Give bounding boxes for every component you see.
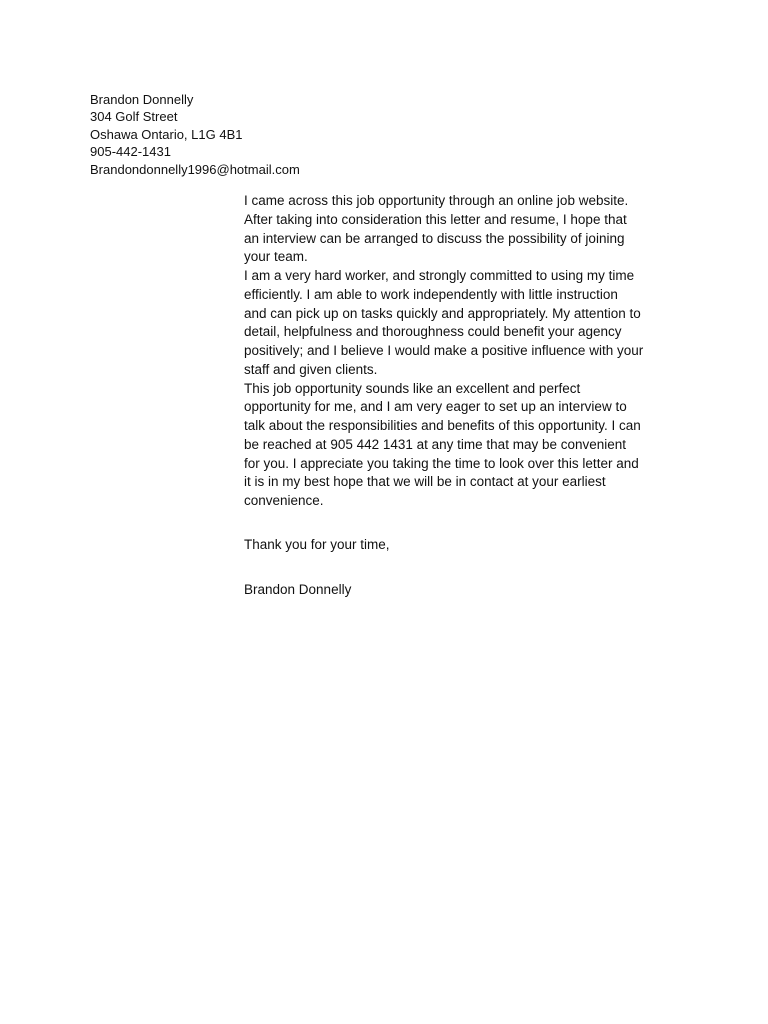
body-line: convenience. — [244, 493, 324, 508]
body-line: detail, helpfulness and thoroughness could benefit your agency — [244, 324, 622, 340]
body-line: it is in my best hope that we will be in contact at your earliest — [244, 474, 606, 490]
body-line: opportunity for me, and I am very eager to set up an interview to — [244, 399, 627, 415]
body-line: talk about the responsibilities and benefits of this opportunity. I can — [244, 418, 641, 433]
letter-body — [244, 192, 684, 511]
sender-city: Oshawa Ontario, L1G 4B1 — [90, 126, 243, 142]
body-line: I am a very hard worker, and strongly committed to using my time — [244, 268, 635, 283]
sender-email: Brandondonnelly1996@hotmail.com — [90, 161, 300, 177]
body-line: for you. I appreciate you taking the time to look over this letter and — [244, 455, 639, 471]
body-line: an interview can be arranged to discuss the possibility of joining — [244, 230, 625, 246]
body-line: This job opportunity sounds like an excellent and perfect — [244, 380, 581, 396]
body-line: be reached at 905 442 1431 at any time that may be convenient — [244, 436, 627, 452]
sender-phone: 905-442-1431 — [90, 144, 171, 160]
closing-line: Thank you for your time, — [244, 537, 390, 552]
body-line: your team. — [244, 249, 308, 265]
body-line: staff and given clients. — [244, 361, 378, 377]
body-line: positively; and I believe I would make a positive influence with your — [244, 343, 644, 358]
body-line: and can pick up on tasks quickly and appropriately. My attention to — [244, 305, 641, 321]
body-line: efficiently. I am able to work independently with little instruction — [244, 286, 618, 302]
body-line: I came across this job opportunity through an online job website. — [244, 193, 629, 208]
sender-street: 304 Golf Street — [90, 109, 178, 125]
sender-name: Brandon Donnelly — [90, 92, 194, 107]
signature-name: Brandon Donnelly — [244, 582, 352, 597]
sender-address-block — [90, 91, 300, 178]
body-line: After taking into consideration this letter and resume, I hope that — [244, 211, 627, 227]
